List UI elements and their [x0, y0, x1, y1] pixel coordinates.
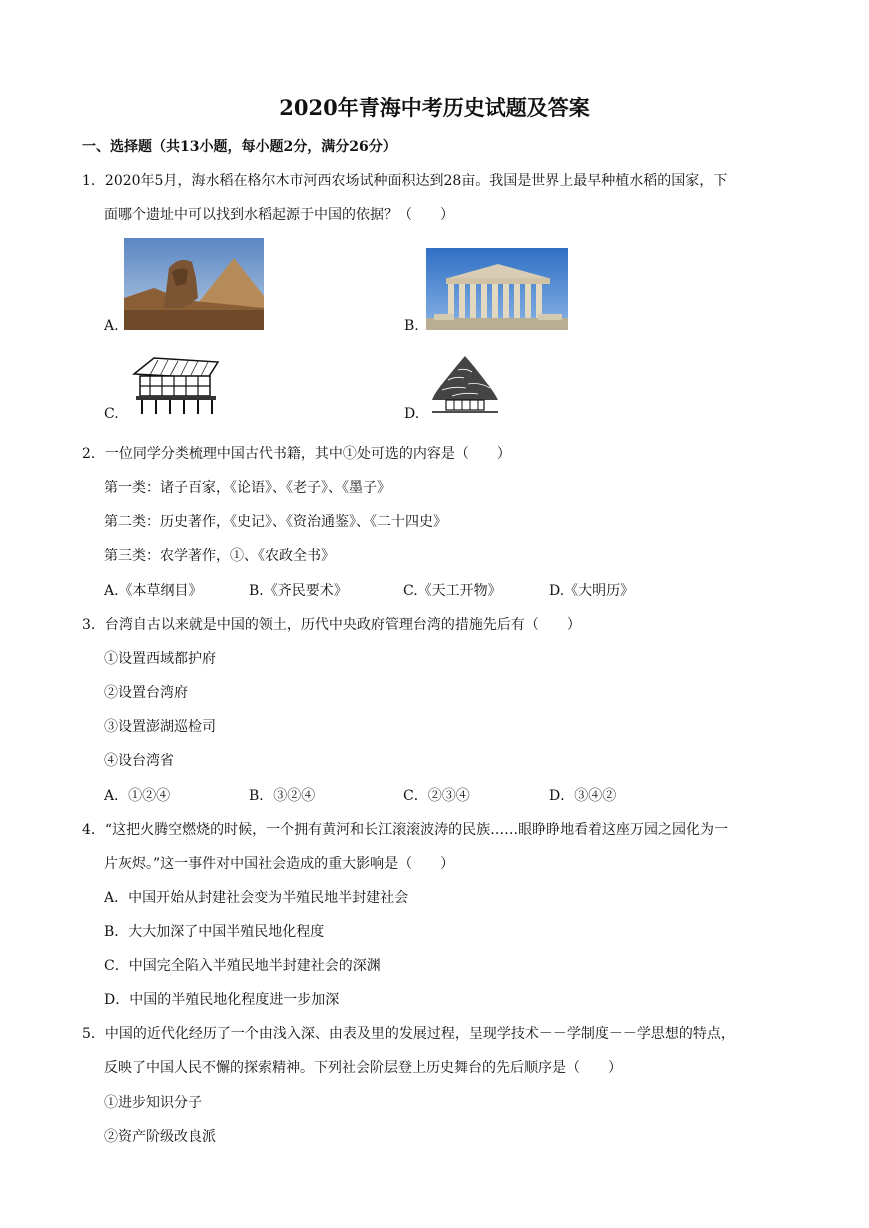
- parthenon-image: [426, 248, 568, 330]
- q3-item-1: ①设置西域都护府: [104, 651, 216, 667]
- q1-option-a-label: A.: [104, 318, 119, 334]
- q3-option-a: A．①②④: [104, 788, 171, 804]
- q3-option-c: C．②③④: [403, 788, 470, 804]
- q4-option-a: A．中国开始从封建社会变为半殖民地半封建社会: [104, 890, 409, 906]
- page-title: 2020年青海中考历史试题及答案: [279, 95, 590, 120]
- q1-option-d-label: D.: [404, 406, 420, 422]
- q4-stem-line1: 4．“这把火腾空燃烧的时候，一个拥有黄河和长江滚滚波涛的民族……眼睁睁地看着这座万园之园化为一: [82, 822, 729, 838]
- q3-option-d: D．③④②: [549, 788, 617, 804]
- q3-stem: 3．台湾自古以来就是中国的领土，历代中央政府管理台湾的措施先后有（ ）: [82, 617, 581, 633]
- q4-stem-line2: 片灰烬。”这一事件对中国社会造成的重大影响是（ ）: [104, 856, 455, 872]
- q4-option-d: D．中国的半殖民地化程度进一步加深: [104, 992, 340, 1008]
- q3-item-3: ③设置澎湖巡检司: [104, 719, 216, 735]
- q2-option-c: C.《天工开物》: [403, 583, 502, 599]
- q2-option-b: B.《齐民要术》: [249, 583, 348, 599]
- sphinx-image: [124, 238, 264, 330]
- q2-line-3: 第三类：农学著作，①、《农政全书》: [104, 548, 335, 564]
- q1-stem-line2: 面哪个遗址中可以找到水稻起源于中国的依据？（ ）: [104, 207, 454, 223]
- q1-stem-line1: 1．2020年5月，海水稻在格尔木市河西农场试种面积达到28亩。我国是世界上最早种植水稻的国家，下: [82, 173, 728, 189]
- q1-option-b-label: B.: [404, 318, 419, 334]
- q5-item-2: ②资产阶级改良派: [104, 1129, 216, 1145]
- q3-option-b: B．③②④: [249, 788, 316, 804]
- q5-stem-line1: 5．中国的近代化经历了一个由浅入深、由表及里的发展过程，呈现学技术－－学制度－－学思想的特点，: [82, 1026, 735, 1042]
- q1-option-c-label: C.: [104, 406, 119, 422]
- q4-option-c: C．中国完全陷入半殖民地半封建社会的深渊: [104, 958, 381, 974]
- q3-item-4: ④设台湾省: [104, 753, 174, 769]
- q4-option-b: B．大大加深了中国半殖民地化程度: [104, 924, 325, 940]
- section-heading: 一、选择题（共13小题，每小题2分，满分26分）: [82, 139, 397, 155]
- q2-stem: 2．一位同学分类梳理中国古代书籍，其中①处可选的内容是（ ）: [82, 446, 511, 462]
- q2-option-d: D.《大明历》: [549, 583, 635, 599]
- q3-item-2: ②设置台湾府: [104, 685, 188, 701]
- q2-line-1: 第一类：诸子百家，《论语》、《老子》、《墨子》: [104, 480, 391, 496]
- q5-stem-line2: 反映了中国人民不懈的探索精神。下列社会阶层登上历史舞台的先后顺序是（ ）: [104, 1060, 622, 1076]
- q2-option-a: A.《本草纲目》: [104, 583, 203, 599]
- q5-item-1: ①进步知识分子: [104, 1095, 202, 1111]
- stilt-house-image: [128, 356, 224, 418]
- q2-line-2: 第二类：历史著作，《史记》、《资治通鉴》、《二十四史》: [104, 514, 447, 530]
- thatched-hut-image: [428, 354, 502, 416]
